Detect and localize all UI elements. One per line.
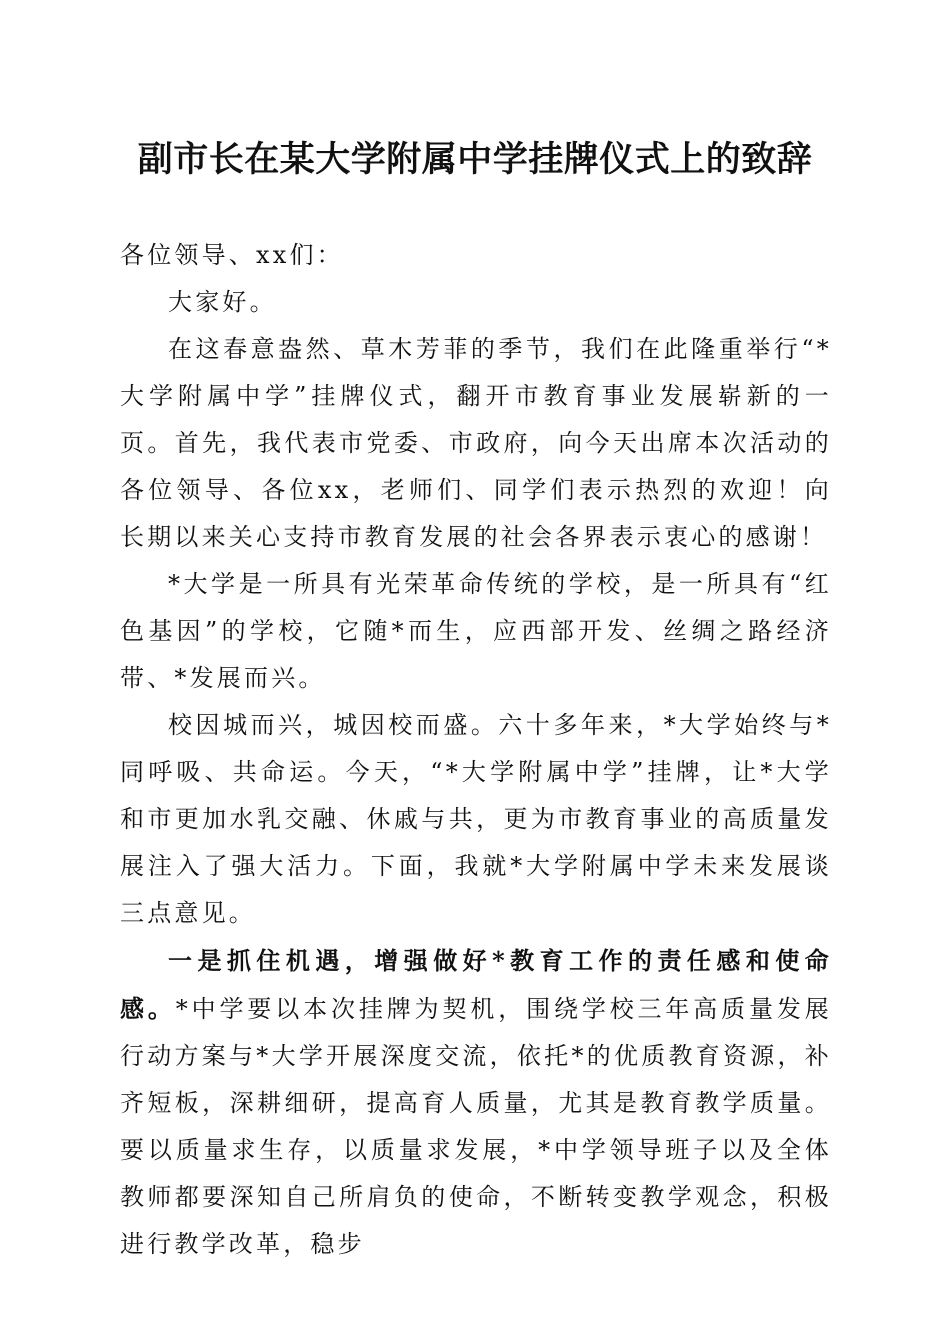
point-one-text: *中学要以本次挂牌为契机，围绕学校三年高质量发展行动方案与*大学开展深度交流，依托*的优质教育资源，补齐短板，深耕细研，提高育人质量，尤其是教育教学质量。要以质量求生存，以质量求发展，*中学领导班子以及全体教师都要深知自己所肩负的使命，不断转变教学观念，积极进行教学改革，稳步	[120, 995, 832, 1258]
paragraph: 校因城而兴，城因校而盛。六十多年来，*大学始终与*同呼吸、共命运。今天，“*大学附属中学”挂牌，让*大学和市更加水乳交融、休戚与共，更为市教育事业的高质量发展注入了强大活力。下面，我就*大学附属中学未来发展谈三点意见。	[120, 711, 832, 927]
salutation: 各位领导、xx们：	[120, 241, 344, 269]
paragraph: 在这春意盎然、草木芳菲的季节，我们在此隆重举行“*大学附属中学”挂牌仪式，翻开市教育事业发展崭新的一页。首先，我代表市党委、市政府，向今天出席本次活动的各位领导、各位xx，老师们、同学们表示热烈的欢迎！向长期以来关心支持市教育发展的社会各界表示衷心的感谢！	[120, 335, 832, 551]
document-title: 副市长在某大学附属中学挂牌仪式上的致辞	[137, 139, 813, 180]
paragraph: *大学是一所具有光荣革命传统的学校，是一所具有“红色基因”的学校，它随*而生，应西部开发、丝绸之路经济带、*发展而兴。	[120, 570, 832, 692]
point-one-heading: 一是抓住机遇，增强做好*教育工作的责任感和使命感。	[120, 946, 832, 1023]
point-one-paragraph	[120, 937, 832, 1268]
document-body	[120, 232, 832, 1268]
greeting: 大家好。	[168, 288, 277, 316]
